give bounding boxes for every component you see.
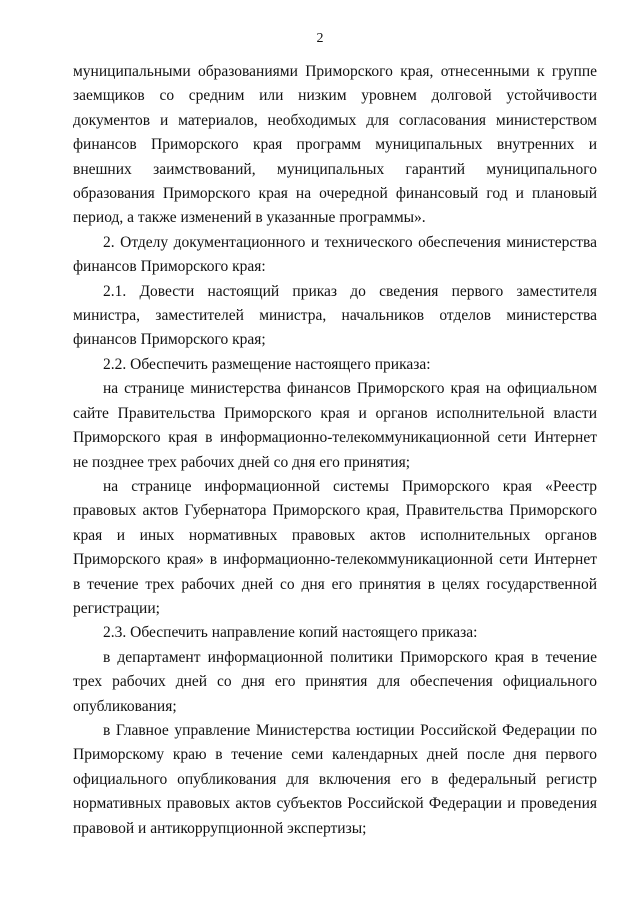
page-number: 2: [316, 31, 324, 46]
paragraph-item-2-1: 2.1. Довести настоящий приказ до сведения первого заместителя министра, заместителей министра, начальников отделов министерства финансов Приморского края;: [73, 282, 597, 349]
paragraph-item-2-3-department: в департамент информационной политики Приморского края в течение трех рабочих дней со дня его принятия для обеспечения официального опубликования;: [73, 648, 597, 715]
paragraph-item-2-2-registry: на странице информационной системы Приморского края «Реестр правовых актов Губернатора Приморского края, Правительства Приморского края и иных нормативных правовых актов исполнительных органов Приморского края» в информационно-телекоммуникационной сети Интернет в течение трех рабочих дней со дня его принятия в целях государственной регистрации;: [73, 477, 597, 617]
paragraph-continuation: муниципальными образованиями Приморского края, отнесенными к группе заемщиков со средним или низким уровнем долговой устойчивости документов и материалов, необходимых для согласования министерством финансов Приморского края программ муниципальных внутренних и внешних заимствований, муниципальных гарантий муниципального образования Приморского края на очередной финансовый год и плановый период, а также изменений в указанные программы».: [73, 63, 597, 227]
paragraph-item-2-2: 2.2. Обеспечить размещение настоящего приказа:: [103, 355, 431, 373]
paragraph-item-2-3-ministry: в Главное управление Министерства юстиции Российской Федерации по Приморскому краю в течение семи календарных дней после дня первого официального опубликования для включения его в федеральный регистр нормативных правовых актов субъектов Российской Федерации и проведения правовой и антикоррупционной экспертизы;: [73, 721, 597, 837]
paragraph-item-2-3: 2.3. Обеспечить направление копий настоящего приказа:: [103, 624, 478, 642]
document-body: [73, 60, 597, 841]
paragraph-item-2-2-site: на странице министерства финансов Приморского края на официальном сайте Правительства Приморского края и органов исполнительной власти Приморского края в информационно-телекоммуникационной сети Интернет не позднее трех рабочих дней со дня его принятия;: [73, 380, 597, 471]
paragraph-item-2: 2. Отделу документационного и технического обеспечения министерства финансов Приморского края:: [73, 233, 597, 276]
